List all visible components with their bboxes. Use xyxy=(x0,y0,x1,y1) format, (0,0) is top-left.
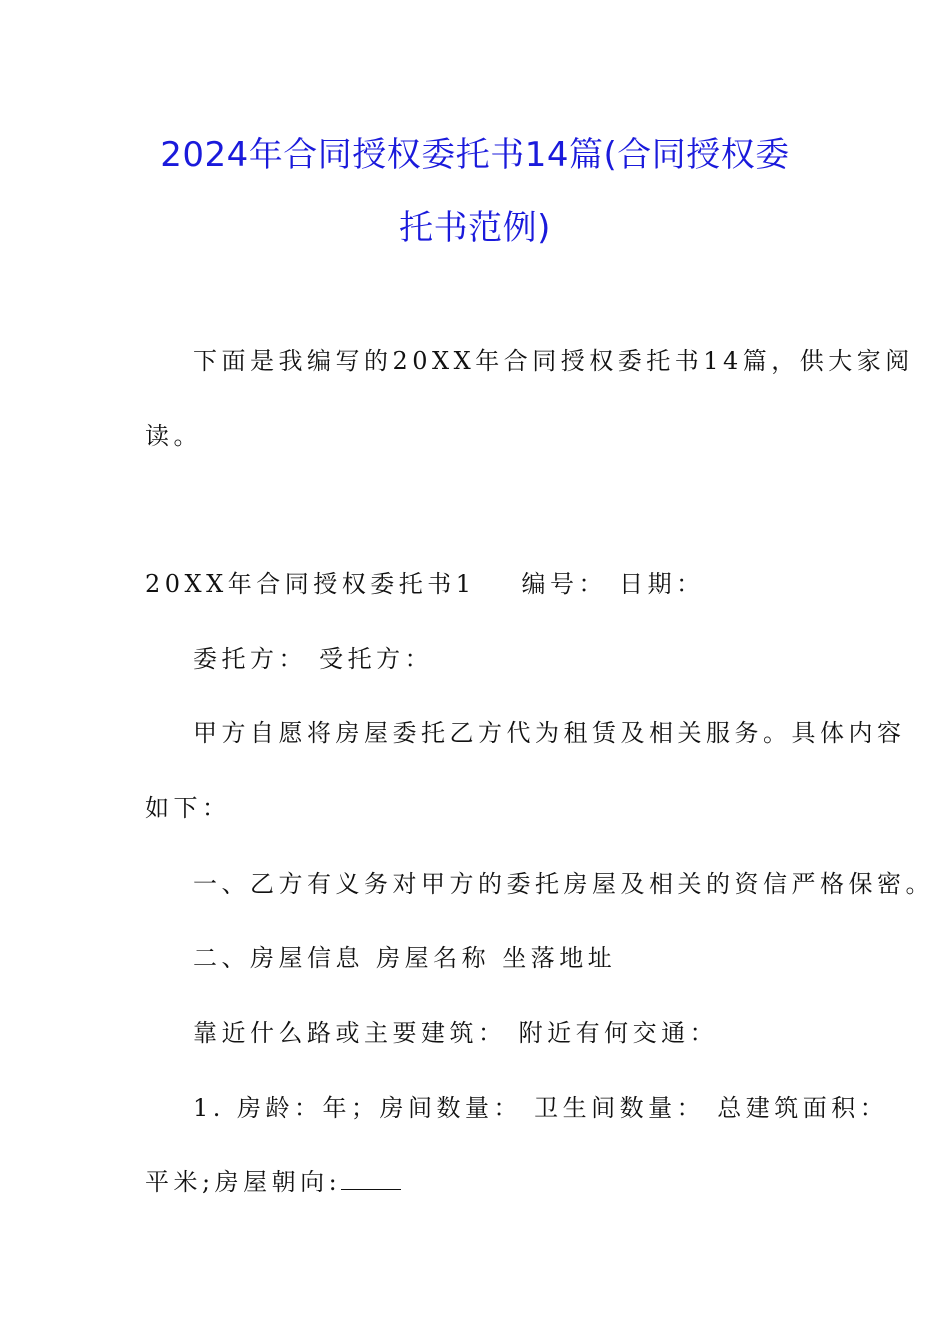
number-label: 编号： xyxy=(521,570,607,598)
clause-property-details-line-2 xyxy=(145,1167,401,1197)
clause-2: 二、房屋信息 房屋名称 坐落地址 xyxy=(193,944,617,972)
paragraph-1-line-2: 如下： xyxy=(145,794,231,822)
intro-line-1: 下面是我编写的20XX年合同授权委托书14篇，供大家阅 xyxy=(193,347,914,375)
date-label: 日期： xyxy=(619,570,705,598)
parties-line: 委托方： 受托方： xyxy=(193,645,434,673)
orientation-label: 平米;房屋朝向: xyxy=(145,1168,342,1196)
paragraph-1-line-1: 甲方自愿将房屋委托乙方代为租赁及相关服务。具体内容 xyxy=(193,719,906,747)
document-title-line-1: 2024年合同授权委托书14篇(合同授权委 xyxy=(160,135,790,175)
clause-1: 一、乙方有义务对甲方的委托房屋及相关的资信严格保密。 xyxy=(193,870,934,898)
clause-property-details-line-1: 1. 房龄：年；房间数量： 卫生间数量： 总建筑面积： xyxy=(193,1094,889,1122)
section-heading-row xyxy=(145,569,705,599)
clause-nearby: 靠近什么路或主要建筑： 附近有何交通： xyxy=(193,1019,719,1047)
document-title-line-2: 托书范例) xyxy=(399,208,551,248)
intro-line-2: 读。 xyxy=(145,422,202,450)
section-heading: 20XX年合同授权委托书1 xyxy=(145,570,476,598)
orientation-blank xyxy=(341,1167,401,1190)
